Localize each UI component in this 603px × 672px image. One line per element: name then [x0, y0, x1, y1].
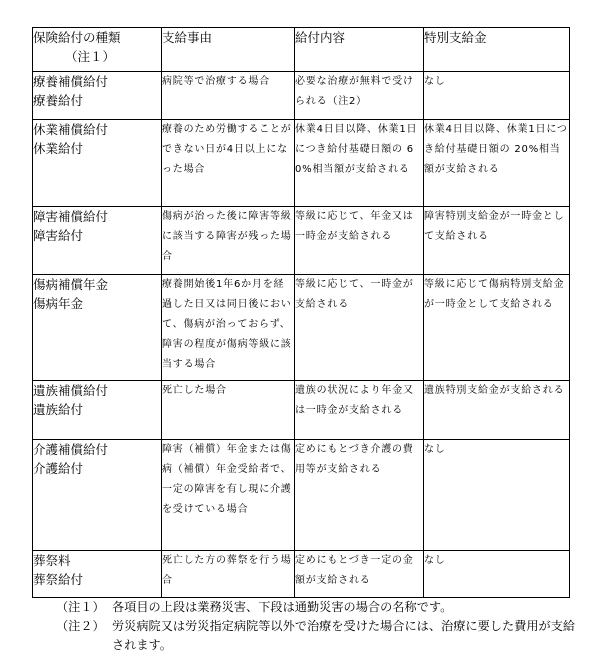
- special-payment-cell: なし: [424, 440, 570, 551]
- benefit-type-commute: 障害給付: [33, 228, 84, 243]
- table-row: [33, 120, 570, 207]
- table-header-row: [33, 28, 570, 72]
- special-payment-cell: なし: [424, 72, 570, 120]
- special-payment-cell: 等級に応じて傷病特別支給金が一時金として支給される: [424, 275, 570, 381]
- table-row: [33, 72, 570, 120]
- benefit-type-cell: [33, 551, 162, 598]
- reason-cell: 死亡した場合: [162, 381, 295, 440]
- benefit-type-cell: [33, 440, 162, 551]
- benefit-type-cell: [33, 381, 162, 440]
- reason-cell: 死亡した方の葬祭を行う場合: [162, 551, 295, 598]
- benefit-type-work: 休業補償給付: [33, 122, 109, 137]
- reason-cell: 障害（補償）年金または傷病（補償）年金受給者で、一定の障害を有し現に介護を受けている場合: [162, 440, 295, 551]
- content-cell: 遺族の状況により年金又は一時金が支給される: [295, 381, 424, 440]
- benefit-type-work: 葬祭料: [33, 553, 71, 568]
- special-payment-cell: 遺族特別支給金が支給される: [424, 381, 570, 440]
- benefit-type-cell: [33, 120, 162, 207]
- content-cell: 定めにもとづき介護の費用等が支給される: [295, 440, 424, 551]
- content-cell: 等級に応じて、一時金が支給される: [295, 275, 424, 381]
- reason-cell: 療養開始後1年6か月を経過した日又は同日後において、傷病が治っておらず、障害の程度が傷病等級に該当する場合: [162, 275, 295, 381]
- benefit-type-commute: 葬祭給付: [33, 572, 84, 587]
- footnote-1: [56, 598, 576, 617]
- benefit-type-cell: [33, 207, 162, 275]
- content-cell: 必要な治療が無料で受けられる（注2）: [295, 72, 424, 120]
- benefit-type-work: 傷病補償年金: [33, 277, 109, 292]
- special-payment-cell: 休業4日目以降、休業1日につき給付基礎日額の 20%相当額が支給される: [424, 120, 570, 207]
- table-row: [33, 207, 570, 275]
- footnote-1-text: 各項目の上段は業務災害、下段は通勤災害の場合の名称です。: [112, 600, 453, 614]
- reason-cell: 療養のため労働することができない日が4日以上になった場合: [162, 120, 295, 207]
- benefit-type-commute: 療養給付: [33, 93, 84, 108]
- table-row: [33, 275, 570, 381]
- benefit-type-work: 介護補償給付: [33, 442, 109, 457]
- header-special-payment: 特別支給金: [424, 28, 570, 72]
- footnote-2-text: 労災病院又は労災指定病院等以外で治療を受けた場合には、治療に要した費用が支給されます。: [112, 619, 576, 652]
- footnote-1-mark: （注１）: [56, 600, 105, 614]
- benefit-type-commute: 休業給付: [33, 141, 84, 156]
- benefit-type-work: 障害補償給付: [33, 209, 109, 224]
- content-cell: 休業4日目以降、休業1日につき給付基礎日額の 60%相当額が支給される: [295, 120, 424, 207]
- footnote-2: [56, 617, 576, 655]
- content-cell: 定めにもとづき一定の金額が支給される: [295, 551, 424, 598]
- table-row: [33, 551, 570, 598]
- special-payment-cell: なし: [424, 551, 570, 598]
- header-benefit-type-note: （注１）: [65, 49, 116, 64]
- header-benefit-type-label: 保険給付の種類: [33, 30, 121, 45]
- header-reason: 支給事由: [162, 28, 295, 72]
- reason-cell: 傷病が治った後に障害等級に該当する障害が残った場合: [162, 207, 295, 275]
- header-benefit-type: [33, 28, 162, 72]
- footnote-2-mark: （注２）: [56, 619, 105, 633]
- header-content: 給付内容: [295, 28, 424, 72]
- table-row: [33, 381, 570, 440]
- benefit-type-cell: [33, 275, 162, 381]
- benefit-type-commute: 傷病年金: [33, 296, 84, 311]
- footnotes: [56, 598, 576, 655]
- benefit-type-commute: 遺族給付: [33, 402, 84, 417]
- special-payment-cell: 障害特別支給金が一時金として支給される: [424, 207, 570, 275]
- benefit-type-work: 遺族補償給付: [33, 383, 109, 398]
- benefit-type-work: 療養補償給付: [33, 74, 109, 89]
- content-cell: 等級に応じて、年金又は一時金が支給される: [295, 207, 424, 275]
- benefit-type-commute: 介護給付: [33, 461, 84, 476]
- reason-cell: 病院等で治療する場合: [162, 72, 295, 120]
- insurance-benefits-table: [32, 27, 570, 598]
- benefit-type-cell: [33, 72, 162, 120]
- table-row: [33, 440, 570, 551]
